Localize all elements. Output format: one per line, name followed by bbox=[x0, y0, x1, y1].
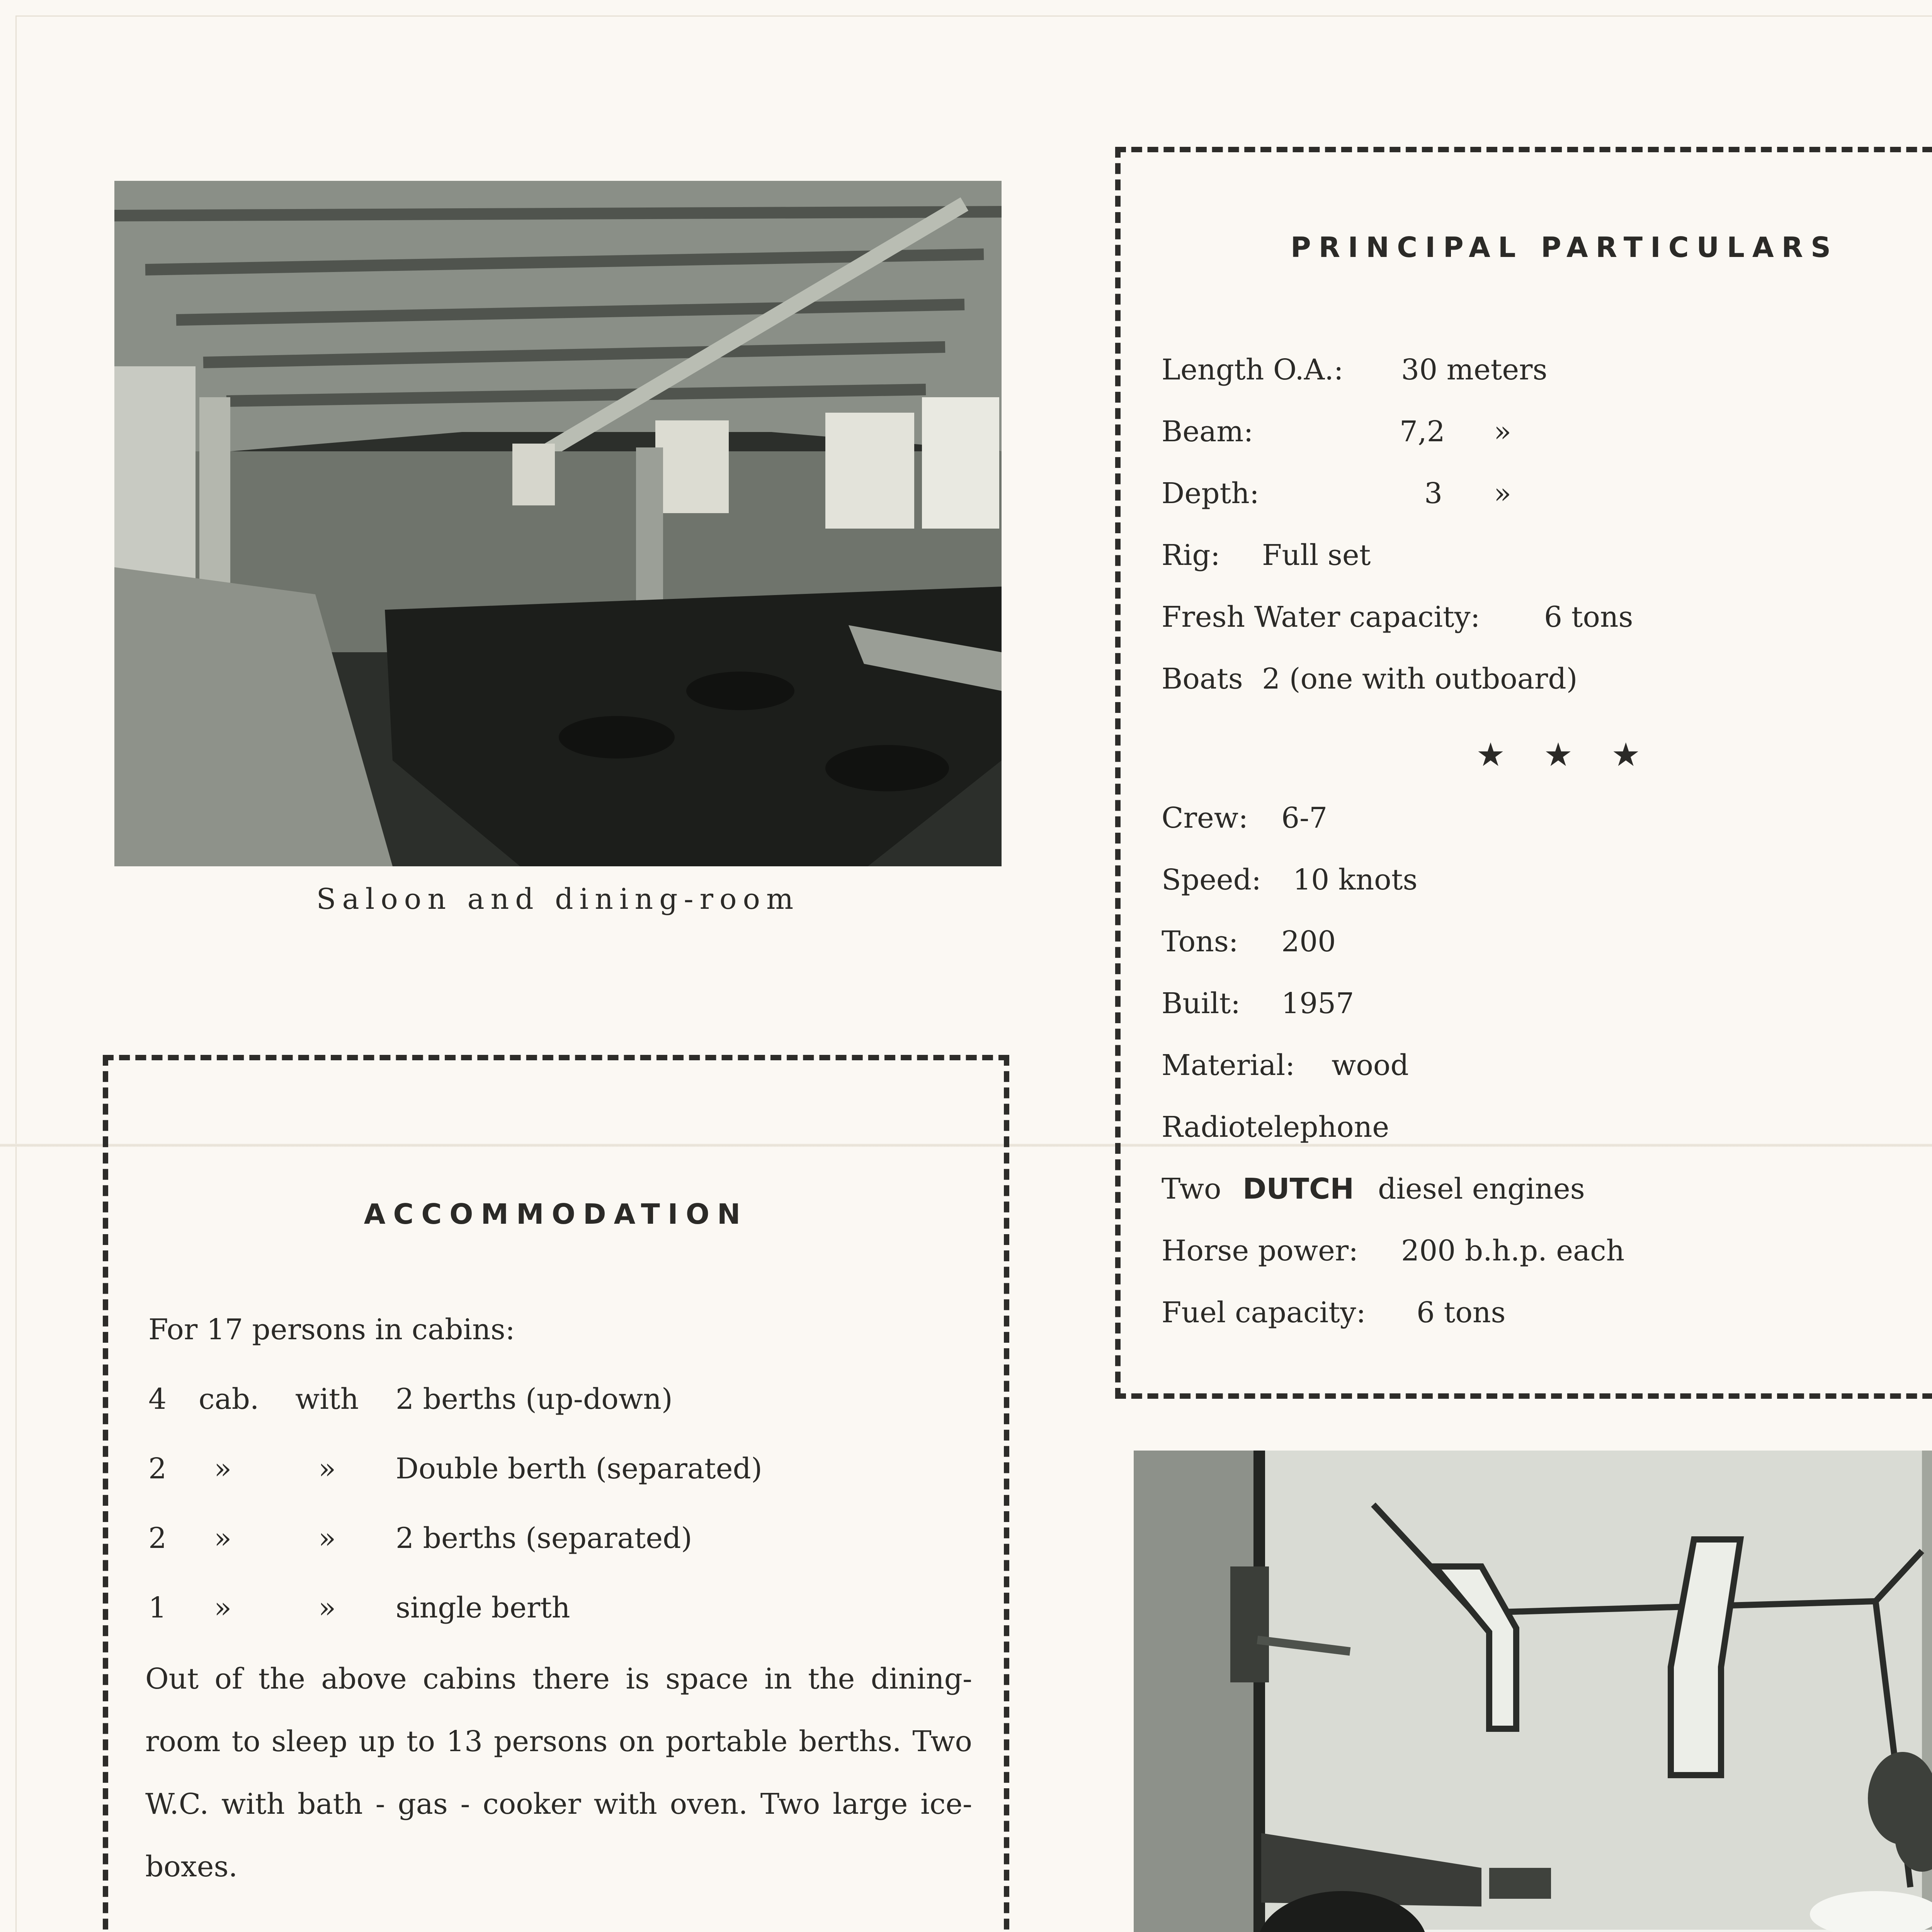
radiotelephone-label: Radiotelephone bbox=[1162, 1111, 1389, 1144]
star-separator bbox=[1476, 736, 1650, 774]
crew-value: 6-7 bbox=[1281, 801, 1328, 835]
cabin-col-1: » bbox=[214, 1452, 232, 1485]
material-value: wood bbox=[1332, 1049, 1409, 1082]
material-label: Material: bbox=[1162, 1049, 1295, 1082]
cabin-col-1: » bbox=[214, 1591, 232, 1624]
cabin-col-2: with bbox=[295, 1383, 359, 1416]
built-label: Built: bbox=[1162, 987, 1241, 1020]
accommodation-panel bbox=[103, 1055, 1009, 1932]
speed-label: Speed: bbox=[1162, 863, 1261, 896]
engines-brand: DUTCH bbox=[1243, 1172, 1354, 1206]
saloon-photo-icon bbox=[114, 181, 1002, 866]
cabin-description: 2 berths (up-down) bbox=[396, 1383, 673, 1416]
crew-label: Crew: bbox=[1162, 801, 1248, 835]
cabin-col-1: cab. bbox=[199, 1383, 259, 1416]
cabin-photo-icon bbox=[1134, 1451, 1932, 1932]
depth-label: Depth: bbox=[1162, 477, 1259, 510]
tons-value: 200 bbox=[1281, 925, 1336, 958]
horse-power-label: Horse power: bbox=[1162, 1234, 1359, 1267]
rig-label: Rig: bbox=[1162, 539, 1220, 572]
engines-suffix: diesel engines bbox=[1378, 1172, 1585, 1206]
cabin-count: 2 bbox=[148, 1522, 167, 1555]
boats-value: 2 (one with outboard) bbox=[1262, 662, 1578, 696]
star-icon: ★ bbox=[1476, 736, 1505, 774]
fuel-capacity-label: Fuel capacity: bbox=[1162, 1296, 1366, 1329]
cabin-col-2: » bbox=[318, 1522, 336, 1555]
accommodation-intro: For 17 persons in cabins: bbox=[148, 1313, 515, 1346]
speed-value: 10 knots bbox=[1293, 863, 1418, 896]
star-icon: ★ bbox=[1544, 736, 1573, 774]
fresh-water-value: 6 tons bbox=[1544, 600, 1633, 634]
horse-power-value: 200 b.h.p. each bbox=[1401, 1234, 1625, 1267]
boats-label: Boats bbox=[1162, 662, 1243, 696]
cabin-description: single berth bbox=[396, 1591, 570, 1624]
tons-label: Tons: bbox=[1162, 925, 1238, 958]
cabin-col-2: » bbox=[318, 1452, 336, 1485]
fuel-capacity-value: 6 tons bbox=[1417, 1296, 1506, 1329]
accommodation-note: Out of the above cabins there is space in the dining-room to sleep up to 13 persons on portable berths. Two W.C. with bath - gas - cooker with oven. Two large ice-boxes. bbox=[145, 1662, 972, 1883]
length-label: Length O.A.: bbox=[1162, 353, 1344, 386]
beam-unit: » bbox=[1494, 415, 1512, 448]
cabin-col-2: » bbox=[318, 1591, 336, 1624]
engines-prefix: Two bbox=[1162, 1172, 1221, 1206]
beam-value: 7,2 bbox=[1400, 415, 1445, 448]
star-icon: ★ bbox=[1611, 736, 1641, 774]
length-value: 30 meters bbox=[1401, 353, 1548, 386]
cabin-count: 1 bbox=[148, 1591, 167, 1624]
beam-label: Beam: bbox=[1162, 415, 1253, 448]
depth-unit: » bbox=[1494, 477, 1512, 510]
cabin-count: 2 bbox=[148, 1452, 167, 1485]
fresh-water-label: Fresh Water capacity: bbox=[1162, 600, 1480, 634]
principal-particulars-title: PRINCIPAL PARTICULARS bbox=[1291, 231, 1838, 264]
principal-particulars-panel bbox=[1115, 147, 1932, 1399]
cabin-description: Double berth (separated) bbox=[396, 1452, 762, 1485]
rig-value: Full set bbox=[1262, 539, 1371, 572]
cabin-col-1: » bbox=[214, 1522, 232, 1555]
built-value: 1957 bbox=[1281, 987, 1354, 1020]
saloon-photo bbox=[114, 181, 1002, 866]
cabin-description: 2 berths (separated) bbox=[396, 1522, 692, 1555]
cabin-photo bbox=[1134, 1451, 1932, 1932]
saloon-caption: Saloon and dining-room bbox=[316, 883, 800, 916]
depth-value: 3 bbox=[1424, 477, 1443, 510]
cabin-count: 4 bbox=[148, 1383, 167, 1416]
accommodation-title: ACCOMMODATION bbox=[364, 1198, 748, 1230]
